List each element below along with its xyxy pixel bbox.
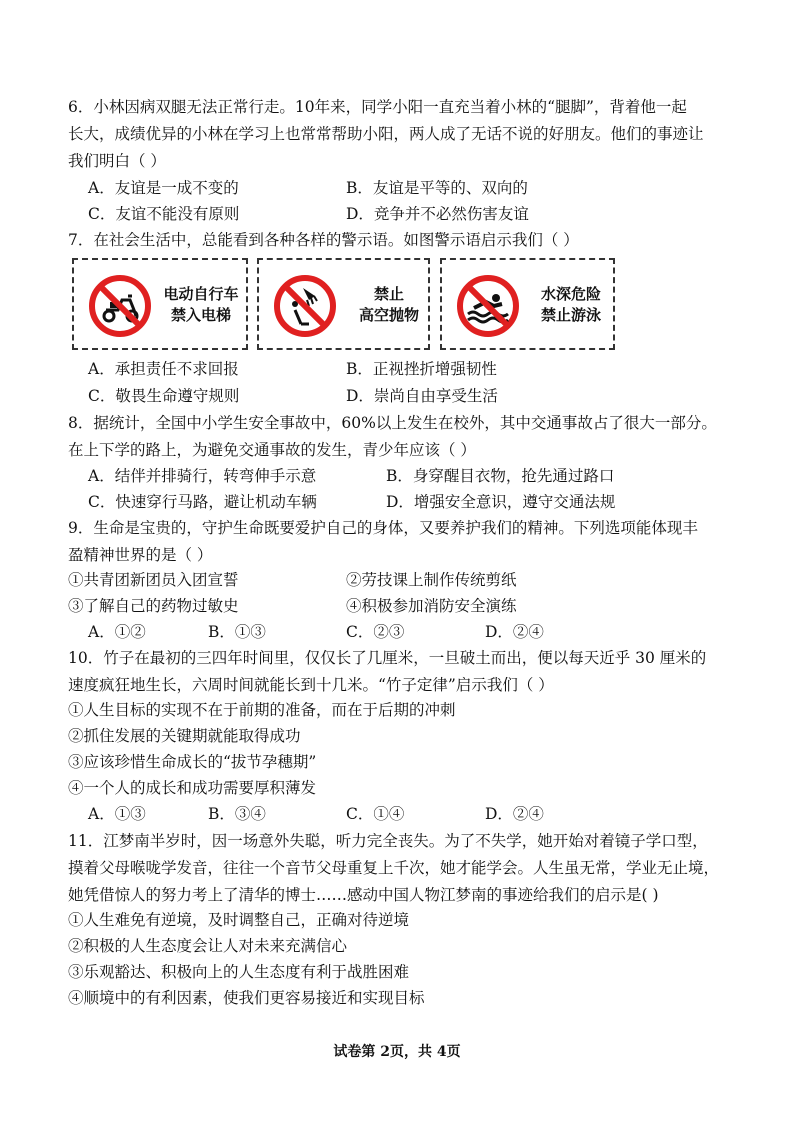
q10-option-b: B．③④ bbox=[208, 805, 266, 823]
q8-line-1: 8．据统计，全国中小学生安全事故中，60%以上发生在校外，其中交通事故占了很大一部分。 bbox=[68, 414, 717, 432]
no-ebike-icon bbox=[88, 274, 152, 338]
q9-line-1: 9．生命是宝贵的，守护生命既要爱护自己的身体，又要养护我们的精神。下列选项能体现丰 bbox=[68, 519, 698, 537]
page-footer: 试卷第 2页，共 4页 bbox=[333, 1044, 461, 1060]
q6-line-2: 长大，成绩优异的小林在学习上也常常帮助小阳，两人成了无话不说的好朋友。他们的事迹让 bbox=[68, 125, 704, 143]
q7-option-a: A．承担责任不求回报 bbox=[88, 360, 239, 378]
q10-item-3: ③应该珍惜生命成长的“拔节孕穗期” bbox=[68, 753, 317, 771]
q9-option-c: C．②③ bbox=[346, 623, 405, 641]
q10-item-1: ①人生目标的实现不在于前期的准备，而在于后期的冲刺 bbox=[68, 701, 456, 719]
q10-item-4: ④一个人的成长和成功需要厚积薄发 bbox=[68, 779, 317, 797]
sign-throwing-text bbox=[351, 284, 427, 326]
q6-option-a: A．友谊是一成不变的 bbox=[88, 179, 239, 197]
q7-option-d: D．崇尚自由享受生活 bbox=[346, 387, 498, 405]
q11-line-2: 摸着父母喉咙学发音，往往一个音节父母重复上千次，她才能学会。人生虽无常，学业无止境， bbox=[68, 859, 720, 877]
q7-line-1: 7．在社会生活中，总能看到各种各样的警示语。如图警示语启示我们（ ） bbox=[68, 231, 579, 249]
sign-swimming-line2: 禁止游泳 bbox=[540, 306, 601, 324]
sign-card-throwing bbox=[257, 258, 430, 350]
no-swimming-icon bbox=[456, 274, 520, 338]
q6-option-d: D．竞争并不必然伤害友谊 bbox=[346, 205, 529, 223]
q11-item-4: ④顺境中的有利因素，使我们更容易接近和实现目标 bbox=[68, 989, 425, 1007]
q9-option-b: B．①③ bbox=[208, 623, 266, 641]
q7-option-c: C．敬畏生命遵守规则 bbox=[88, 387, 240, 405]
no-throwing-icon bbox=[273, 274, 337, 338]
q6-line-1: 6．小林因病双腿无法正常行走。10年来，同学小阳一直充当着小林的“腿脚”，背着他一起 bbox=[68, 98, 687, 116]
q8-option-d: D．增强安全意识，遵守交通法规 bbox=[386, 493, 616, 511]
q8-option-c: C．快速穿行马路，避让机动车辆 bbox=[88, 493, 317, 511]
q10-option-d: D．②④ bbox=[485, 805, 544, 823]
q8-option-a: A．结伴并排骑行，转弯伸手示意 bbox=[88, 467, 317, 485]
q9-item-3: ③了解自己的药物过敏史 bbox=[68, 597, 239, 615]
sign-throwing-line2: 高空抛物 bbox=[358, 306, 419, 324]
q8-option-b: B．身穿醒目衣物，抢先通过路口 bbox=[386, 467, 615, 485]
sign-ebike-line2: 禁入电梯 bbox=[170, 306, 231, 324]
sign-throwing-line1: 禁止 bbox=[373, 285, 404, 303]
sign-ebike-text bbox=[158, 284, 244, 326]
q11-line-3: 她凭借惊人的努力考上了清华的博士……感动中国人物江梦南的事迹给我们的启示是( ) bbox=[68, 886, 659, 904]
sign-card-swimming bbox=[440, 258, 615, 350]
sign-ebike-line1: 电动自行车 bbox=[163, 285, 239, 303]
q10-option-c: C．①④ bbox=[346, 805, 405, 823]
q6-option-b: B．友谊是平等的、双向的 bbox=[346, 179, 528, 197]
q11-item-1: ①人生难免有逆境，及时调整自己，正确对待逆境 bbox=[68, 911, 410, 929]
q6-line-3: 我们明白（ ） bbox=[68, 152, 166, 170]
q11-item-2: ②积极的人生态度会让人对未来充满信心 bbox=[68, 937, 348, 955]
sign-card-ebike bbox=[72, 258, 248, 350]
q7-option-b: B．正视挫折增强韧性 bbox=[346, 360, 497, 378]
q10-line-2: 速度疯狂地生长，六周时间就能长到十几米。“竹子定律”启示我们（ ） bbox=[68, 676, 554, 694]
q9-item-1: ①共青团新团员入团宣誓 bbox=[68, 571, 239, 589]
q9-item-2: ②劳技课上制作传统剪纸 bbox=[346, 571, 517, 589]
q9-item-4: ④积极参加消防安全演练 bbox=[346, 597, 517, 615]
q9-line-2: 盈精神世界的是（ ） bbox=[68, 546, 213, 564]
sign-swimming-line1: 水深危险 bbox=[540, 285, 601, 303]
q9-option-a: A．①② bbox=[88, 623, 146, 641]
q10-item-2: ②抓住发展的关键期就能取得成功 bbox=[68, 727, 301, 745]
q8-line-2: 在上下学的路上，为避免交通事故的发生，青少年应该（ ） bbox=[68, 441, 476, 459]
q10-line-1: 10．竹子在最初的三四年时间里，仅仅长了几厘米，一旦破土而出，便以每天近乎 30 厘米的 bbox=[68, 649, 707, 667]
q6-option-c: C．友谊不能没有原则 bbox=[88, 205, 240, 223]
q9-option-d: D．②④ bbox=[485, 623, 544, 641]
q11-line-1: 11．江梦南半岁时，因一场意外失聪，听力完全丧失。为了不失学，她开始对着镜子学口型， bbox=[68, 832, 708, 850]
q10-option-a: A．①③ bbox=[88, 805, 146, 823]
sign-swimming-text bbox=[530, 284, 612, 326]
q11-item-3: ③乐观豁达、积极向上的人生态度有利于战胜困难 bbox=[68, 963, 410, 981]
